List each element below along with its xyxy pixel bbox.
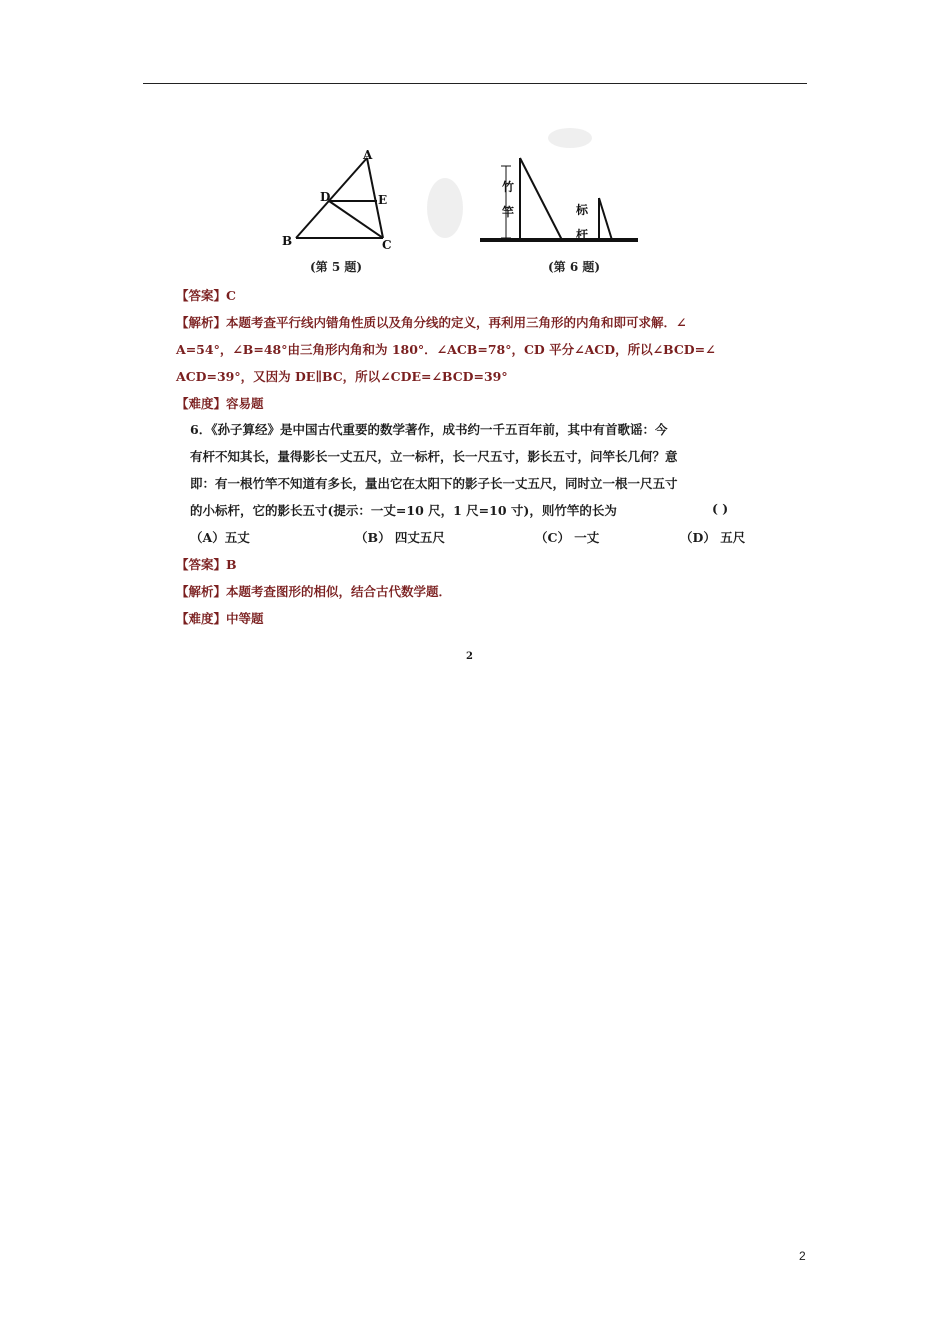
marker-char-1: 标 <box>576 203 589 217</box>
point-b-label: B <box>282 234 293 248</box>
q6-option-d: （D） 五尺 <box>680 530 746 545</box>
pole-char-1: 竹 <box>502 180 515 194</box>
q6-stem-line-2: 有杆不知其长，量得影长一丈五尺，立一标杆，长一尺五寸，影长五寸，问竿长几何？意 <box>190 449 678 464</box>
header-rule <box>143 83 807 84</box>
q6-stem-line-3: 即：有一根竹竿不知道有多长，量出它在太阳下的影子长一丈五尺，同时立一根一尺五寸 <box>190 476 678 491</box>
q5-difficulty: 【难度】容易题 <box>176 396 264 411</box>
footer-page-number: 2 <box>799 1249 806 1263</box>
q6-difficulty: 【难度】中等题 <box>176 611 264 626</box>
q6-option-b: （B） 四丈五尺 <box>355 530 445 545</box>
figures <box>270 118 650 283</box>
q5-analysis-line-2: A=54°，∠B=48°由三角形内角和为 180°．∠ACB=78°，CD 平分∠ACD，所以∠BCD=∠ <box>176 342 716 357</box>
q5-answer: 【答案】C <box>176 288 236 303</box>
point-c-label: C <box>382 238 392 252</box>
q5-analysis-line-1: 【解析】本题考查平行线内错角性质以及角分线的定义，再利用三角形的内角和即可求解．∠ <box>176 315 687 330</box>
q6-stem-line-4: 的小标杆，它的影长五寸(提示：一丈=10 尺，1 尺=10 寸)，则竹竿的长为 <box>190 503 617 518</box>
marker-char-2: 杆 <box>576 228 589 242</box>
point-e-label: E <box>378 193 388 207</box>
point-d-label: D <box>320 190 331 204</box>
figure-5-triangle <box>296 158 383 238</box>
pole-char-2: 竿 <box>502 205 515 219</box>
point-a-label: A <box>363 148 373 162</box>
q6-answer: 【答案】B <box>176 557 237 572</box>
q6-analysis: 【解析】本题考查图形的相似，结合古代数学题． <box>176 584 452 599</box>
q5-analysis-line-3: ACD=39°，又因为 DE∥BC，所以∠CDE=∠BCD=39° <box>176 369 508 384</box>
figure-5-caption: (第 5 题) <box>310 260 363 274</box>
inline-page-number: 2 <box>466 651 473 662</box>
q6-answer-blank: ( ) <box>712 501 729 516</box>
q6-option-a: （A）五丈 <box>190 530 250 545</box>
figure-6-caption: (第 6 题) <box>548 260 601 274</box>
figure-6-shadow-diagram <box>480 158 638 240</box>
q6-stem-line-1: 6．《孙子算经》是中国古代重要的数学著作，成书约一千五百年前，其中有首歌谣：今 <box>190 422 668 437</box>
q6-option-c: （C） 一丈 <box>535 530 600 545</box>
